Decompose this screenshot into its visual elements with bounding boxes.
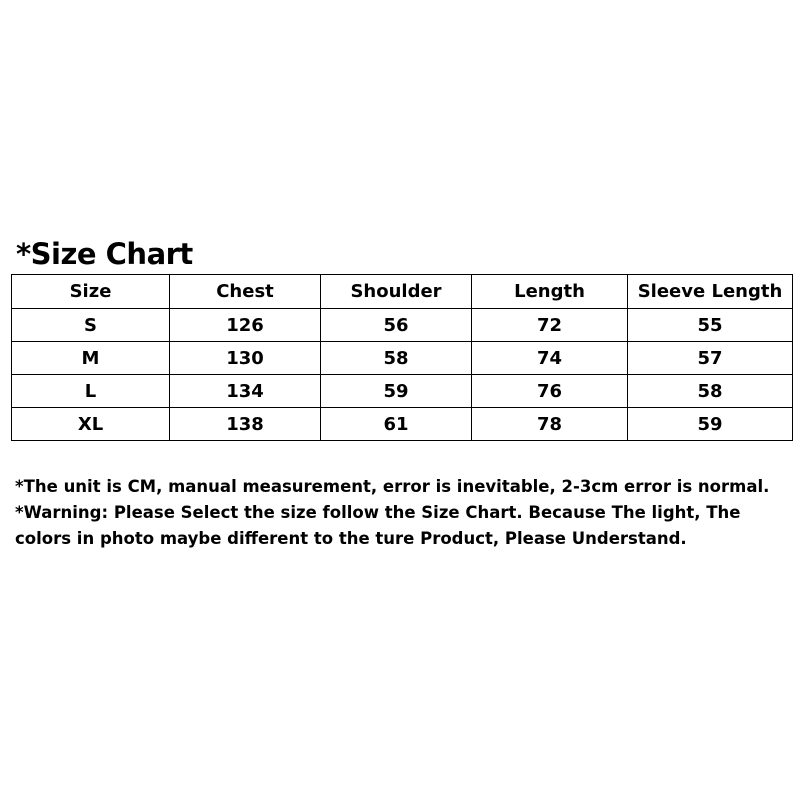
cell-chest: 126 bbox=[170, 309, 321, 342]
cell-length: 74 bbox=[472, 342, 628, 375]
page-title: *Size Chart bbox=[16, 237, 193, 271]
table-row bbox=[12, 309, 793, 342]
size-chart-table bbox=[11, 274, 793, 441]
cell-length: 76 bbox=[472, 375, 628, 408]
cell-sleeve-length: 57 bbox=[628, 342, 793, 375]
note-unit: *The unit is CM, manual measurement, error is inevitable, 2-3cm error is normal. bbox=[15, 477, 770, 496]
note-warning: *Warning: Please Select the size follow the Size Chart. Because The light, The bbox=[15, 503, 741, 522]
cell-sleeve-length: 55 bbox=[628, 309, 793, 342]
header-shoulder: Shoulder bbox=[321, 275, 472, 309]
note-warning-continued: colors in photo maybe different to the ture Product, Please Understand. bbox=[15, 529, 687, 548]
cell-size: M bbox=[12, 342, 170, 375]
table-row bbox=[12, 375, 793, 408]
cell-chest: 130 bbox=[170, 342, 321, 375]
table-row bbox=[12, 342, 793, 375]
cell-length: 78 bbox=[472, 408, 628, 441]
header-sleeve-length: Sleeve Length bbox=[628, 275, 793, 309]
table-header-row bbox=[12, 275, 793, 309]
notes-block bbox=[15, 474, 793, 552]
cell-shoulder: 59 bbox=[321, 375, 472, 408]
header-size: Size bbox=[12, 275, 170, 309]
header-chest: Chest bbox=[170, 275, 321, 309]
header-length: Length bbox=[472, 275, 628, 309]
cell-size: L bbox=[12, 375, 170, 408]
cell-chest: 134 bbox=[170, 375, 321, 408]
cell-chest: 138 bbox=[170, 408, 321, 441]
table-row bbox=[12, 408, 793, 441]
cell-size: XL bbox=[12, 408, 170, 441]
cell-sleeve-length: 58 bbox=[628, 375, 793, 408]
cell-length: 72 bbox=[472, 309, 628, 342]
cell-sleeve-length: 59 bbox=[628, 408, 793, 441]
cell-shoulder: 61 bbox=[321, 408, 472, 441]
cell-shoulder: 56 bbox=[321, 309, 472, 342]
cell-shoulder: 58 bbox=[321, 342, 472, 375]
cell-size: S bbox=[12, 309, 170, 342]
